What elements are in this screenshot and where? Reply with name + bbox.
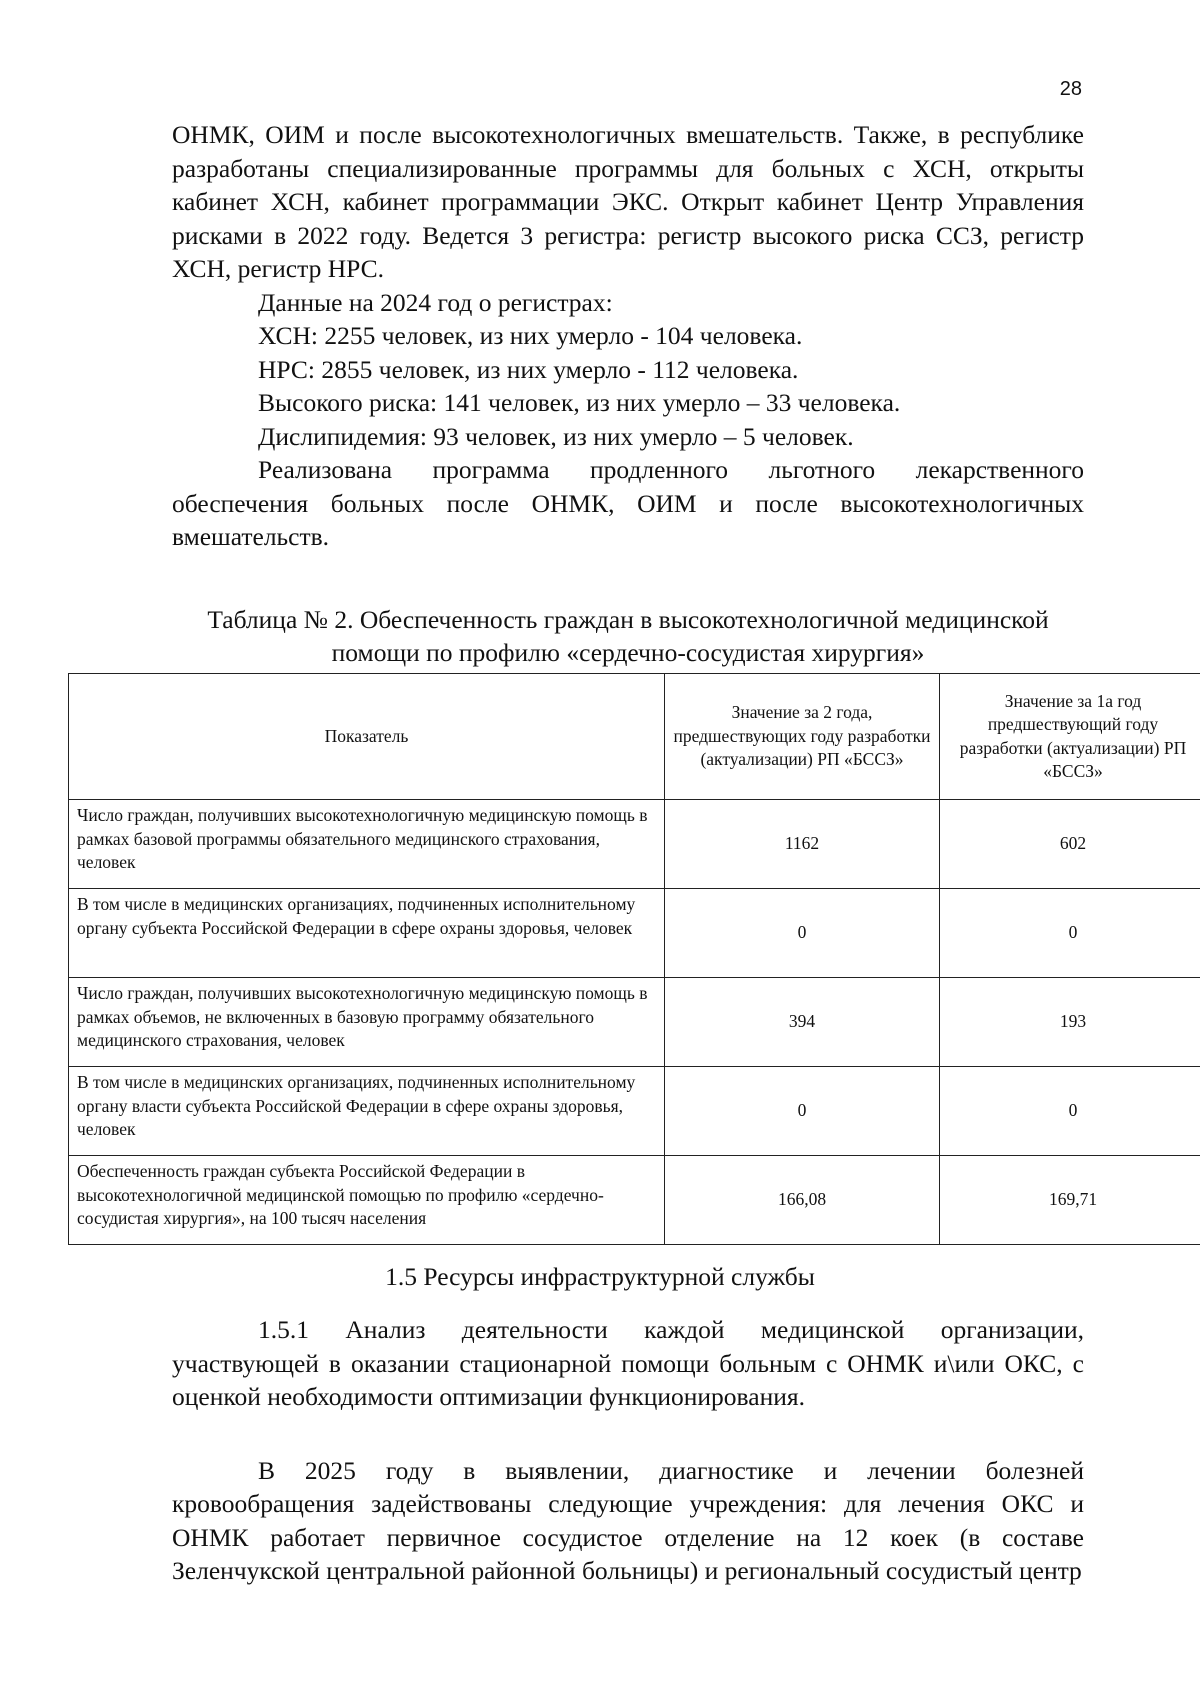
closing-paragraph: В 2025 году в выявлении, диагностике и лечении болезней кровообращения задействованы следующие учреждения: для лечения ОКС и ОНМК работает первичное сосудистое отделение на 12 коек (в составе Зеленчукской центральной районной больницы) и региональный сосудистый центр (172, 1455, 1084, 1585)
table-header-row (69, 674, 1200, 800)
registry-line: ХСН: 2255 человек, из них умерло - 104 человека. (258, 321, 803, 350)
value-one-year: 193 (940, 978, 1200, 1067)
value-two-years: 394 (665, 978, 940, 1067)
registry-line: Высокого риска: 141 человек, из них умерло – 33 человека. (258, 388, 901, 417)
section-title: 1.5 Ресурсы инфраструктурной службы (385, 1262, 815, 1291)
value-two-years: 0 (665, 1067, 940, 1156)
intro-paragraph: ОНМК, ОИМ и после высокотехнологичных вмешательств. Также, в республике разработаны специализированные программы для больных с ХСН, открыты кабинет ХСН, кабинет программации ЭКС. Открыт кабинет Центр Управления рисками в 2022 году. Ведется 3 регистра: регистр высокого риска ССЗ, регистр ХСН, регистр НРС. (172, 120, 1084, 283)
row-label: В том числе в медицинских организациях, подчиненных исполнительному органу власти субъекта Российской Федерации в сфере охраны здоровья, человек (69, 1067, 665, 1156)
provision-table (68, 673, 1200, 1245)
page-number: 28 (1059, 78, 1082, 100)
table-row (69, 978, 1200, 1067)
table-caption: Таблица № 2. Обеспеченность граждан в высокотехнологичной медицинской помощи по профилю «сердечно-сосудистая хирургия» (207, 604, 1049, 667)
value-one-year: 169,71 (940, 1156, 1200, 1245)
row-label: Число граждан, получивших высокотехнологичную медицинскую помощь в рамках базовой программы обязательного медицинского страхования, человек (69, 800, 665, 889)
row-label: Обеспеченность граждан субъекта Российской Федерации в высокотехнологичной медицинской помощью по профилю «сердечно-сосудистая хирургия», на 100 тысяч населения (69, 1156, 665, 1245)
intro-section (172, 118, 1084, 670)
table-row (69, 1156, 1200, 1245)
subsection-paragraph: 1.5.1 Анализ деятельности каждой медицинской организации, участвующей в оказании стационарной помощи больным с ОНМК и\или ОКС, с оценкой необходимости оптимизации функционирования. (172, 1315, 1084, 1411)
header-indicator: Показатель (69, 674, 665, 800)
header-two-years: Значение за 2 года, предшествующих году разработки (актуализации) РП «БССЗ» (665, 674, 940, 800)
registry-line: НРС: 2855 человек, из них умерло - 112 человека. (258, 354, 799, 384)
row-label: В том числе в медицинских организациях, подчиненных исполнительному органу субъекта Российской Федерации в сфере охраны здоровья, человек (69, 889, 665, 978)
row-label: Число граждан, получивших высокотехнологичную медицинскую помощь в рамках объемов, не включенных в базовую программу обязательного медицинского страхования, человек (69, 978, 665, 1067)
value-two-years: 1162 (665, 800, 940, 889)
bottom-section (172, 1313, 1084, 1588)
registry-header: Данные на 2024 год о регистрах: (258, 287, 613, 317)
registry-line: Дислипидемия: 93 человек, из них умерло – 5 человек. (258, 421, 854, 451)
table-row (69, 1067, 1200, 1156)
value-two-years: 0 (665, 889, 940, 978)
header-one-year: Значение за 1а год предшествующий году разработки (актуализации) РП «БССЗ» (940, 674, 1200, 800)
table-row (69, 889, 1200, 978)
value-one-year: 602 (940, 800, 1200, 889)
value-one-year: 0 (940, 1067, 1200, 1156)
value-one-year: 0 (940, 889, 1200, 978)
value-two-years: 166,08 (665, 1156, 940, 1245)
program-paragraph: Реализована программа продленного льготного лекарственного обеспечения больных после ОНМК, ОИМ и после высокотехнологичных вмешательств. (172, 455, 1084, 551)
table-row (69, 800, 1200, 889)
